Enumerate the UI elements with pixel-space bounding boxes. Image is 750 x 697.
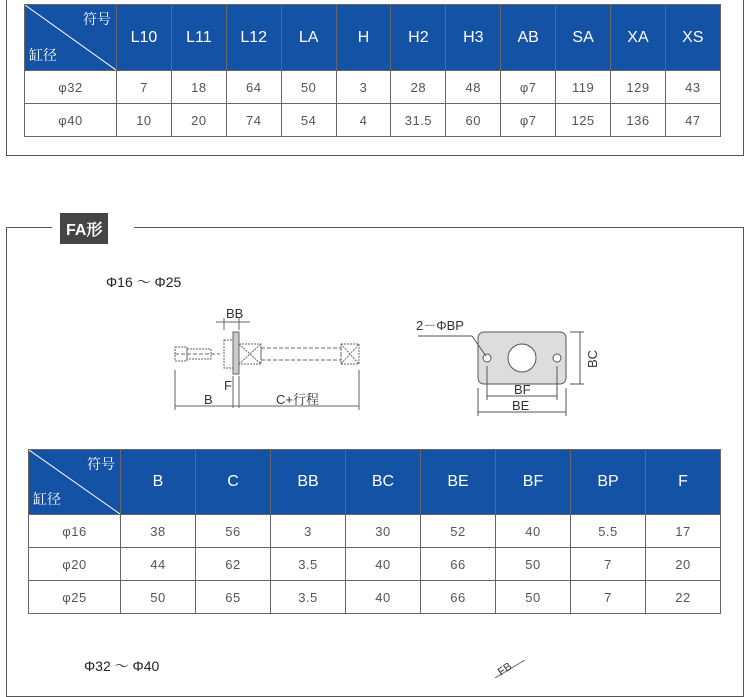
table-row xyxy=(25,71,721,104)
table-header-row xyxy=(29,450,721,515)
table-cell: 20 xyxy=(646,548,721,581)
bore-cell: φ25 xyxy=(29,581,121,614)
table-cell: 7 xyxy=(571,548,646,581)
table-cell: 30 xyxy=(346,515,421,548)
bore-range-label-2: Φ32 ～ Φ40 xyxy=(84,658,160,674)
table-cell: 31.5 xyxy=(391,104,446,137)
dim-bp-label: 2－ΦBP xyxy=(416,318,464,333)
table-cell: 4 xyxy=(336,104,391,137)
spec-table-fa xyxy=(28,449,721,614)
table-cell: 66 xyxy=(421,581,496,614)
table-row xyxy=(25,104,721,137)
table-row xyxy=(29,548,721,581)
column-header: BC xyxy=(346,450,421,515)
table-cell: 48 xyxy=(446,71,501,104)
table-cell: 18 xyxy=(171,71,226,104)
table-cell: 52 xyxy=(421,515,496,548)
table-cell: 3 xyxy=(271,515,346,548)
bore-cell: φ20 xyxy=(29,548,121,581)
dim-fb-label: FB xyxy=(495,660,515,678)
column-header: LA xyxy=(281,5,336,71)
table-cell: φ7 xyxy=(501,71,556,104)
table-row xyxy=(29,515,721,548)
column-header: BF xyxy=(496,450,571,515)
table-cell: 22 xyxy=(646,581,721,614)
spec-table-top xyxy=(24,4,721,137)
corner-bore-label: 缸径 xyxy=(29,47,57,63)
table-cell: 62 xyxy=(196,548,271,581)
table-cell: 28 xyxy=(391,71,446,104)
table-cell: 50 xyxy=(121,581,196,614)
table-cell: 3.5 xyxy=(271,581,346,614)
dim-bc-label: BC xyxy=(585,349,600,368)
table-cell: 56 xyxy=(196,515,271,548)
table-cell: 54 xyxy=(281,104,336,137)
table-cell: 129 xyxy=(611,71,666,104)
bore-range-label: Φ16 ～ Φ25 xyxy=(106,274,182,290)
table-cell: 50 xyxy=(496,548,571,581)
table-cell: 44 xyxy=(121,548,196,581)
table-cell: 47 xyxy=(665,104,720,137)
bore-cell: φ40 xyxy=(25,104,117,137)
corner-symbol-label: 符号 xyxy=(83,11,111,27)
dim-bb-label: BB xyxy=(226,306,244,321)
column-header: SA xyxy=(556,5,611,71)
table-cell: 60 xyxy=(446,104,501,137)
dim-b-label: B xyxy=(204,392,213,407)
table-row xyxy=(29,581,721,614)
fa-flange-drawing xyxy=(160,300,600,425)
table-corner-cell xyxy=(29,450,121,515)
table-cell: 50 xyxy=(281,71,336,104)
table-cell: 10 xyxy=(117,104,172,137)
table-cell: 3.5 xyxy=(271,548,346,581)
table-cell: 38 xyxy=(121,515,196,548)
section-badge: FA形 xyxy=(60,213,108,244)
table-cell: 43 xyxy=(665,71,720,104)
column-header: L12 xyxy=(226,5,281,71)
dim-c-stroke-label: C+行程 xyxy=(276,392,319,407)
table-cell: 125 xyxy=(556,104,611,137)
bore-cell: φ16 xyxy=(29,515,121,548)
table-corner-cell xyxy=(25,5,117,71)
corner-symbol-label: 符号 xyxy=(87,456,115,472)
column-header: H xyxy=(336,5,391,71)
table-cell: 119 xyxy=(556,71,611,104)
column-header: L11 xyxy=(171,5,226,71)
column-header: BP xyxy=(571,450,646,515)
table-cell: 7 xyxy=(571,581,646,614)
table-cell: 50 xyxy=(496,581,571,614)
column-header: H2 xyxy=(391,5,446,71)
table-cell: φ7 xyxy=(501,104,556,137)
table-cell: 136 xyxy=(611,104,666,137)
table-cell: 66 xyxy=(421,548,496,581)
table-cell: 17 xyxy=(646,515,721,548)
table-cell: 20 xyxy=(171,104,226,137)
fb-partial-drawing xyxy=(495,660,545,678)
table-cell: 7 xyxy=(117,71,172,104)
column-header: F xyxy=(646,450,721,515)
table-cell: 40 xyxy=(346,581,421,614)
table-cell: 40 xyxy=(496,515,571,548)
dim-bf-label: BF xyxy=(514,382,531,397)
column-header: H3 xyxy=(446,5,501,71)
table-cell: 64 xyxy=(226,71,281,104)
column-header: C xyxy=(196,450,271,515)
column-header: XS xyxy=(665,5,720,71)
corner-bore-label: 缸径 xyxy=(33,491,61,507)
bore-cell: φ32 xyxy=(25,71,117,104)
table-header-row xyxy=(25,5,721,71)
dim-f-label: F xyxy=(224,378,232,393)
dim-be-label: BE xyxy=(512,398,530,413)
table-cell: 74 xyxy=(226,104,281,137)
column-header: AB xyxy=(501,5,556,71)
column-header: XA xyxy=(611,5,666,71)
table-cell: 5.5 xyxy=(571,515,646,548)
column-header: L10 xyxy=(117,5,172,71)
column-header: B xyxy=(121,450,196,515)
column-header: BB xyxy=(271,450,346,515)
table-cell: 65 xyxy=(196,581,271,614)
table-cell: 3 xyxy=(336,71,391,104)
column-header: BE xyxy=(421,450,496,515)
table-cell: 40 xyxy=(346,548,421,581)
